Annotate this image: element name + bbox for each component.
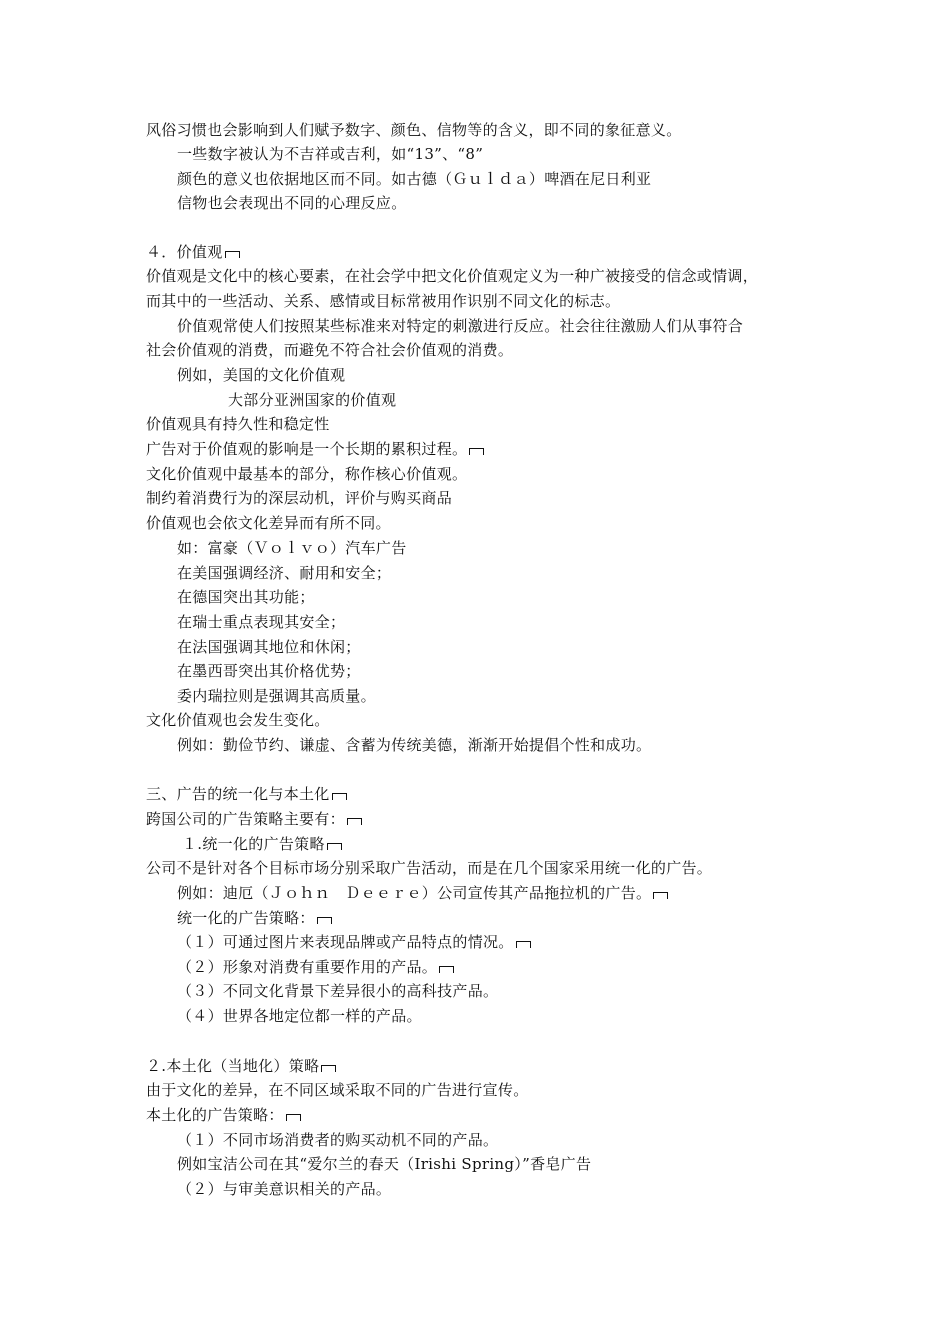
bracket-mark-icon [469, 448, 484, 455]
section-heading: 三、广告的统一化与本土化 [146, 784, 347, 804]
list-item: （２）与审美意识相关的产品。 [177, 1180, 392, 1198]
text-line: 制约着消费行为的深层动机，评价与购买商品 [146, 489, 453, 507]
bracket-mark-icon [317, 917, 332, 924]
text-line: 文化价值观也会发生变化。 [146, 711, 330, 729]
text-line: 本土化的广告策略： [146, 1105, 301, 1125]
list-item: （３）不同文化背景下差异很小的高科技产品。 [177, 982, 499, 1000]
text-line: 在瑞士重点表现其安全； [177, 613, 346, 631]
list-item: （４）世界各地定位都一样的产品。 [177, 1007, 422, 1025]
text-line: 价值观也会依文化差异而有所不同。 [146, 514, 391, 532]
bracket-mark-icon [332, 793, 347, 800]
list-item: （１）可通过图片来表现品牌或产品特点的情况。 [177, 932, 531, 952]
subsection-heading: ２.本土化（当地化）策略 [146, 1056, 336, 1076]
text-line: 在美国强调经济、耐用和安全； [177, 564, 392, 582]
text-line: 如：富豪（Ｖｏｌｖｏ）汽车广告 [177, 539, 407, 557]
text-line: 价值观常使人们按照某些标准来对特定的刺激进行反应。社会往往激励人们从事符合 [177, 317, 744, 335]
text-line: 广告对于价值观的影响是一个长期的累积过程。 [146, 439, 484, 459]
text-line: 风俗习惯也会影响到人们赋予数字、颜色、信物等的含义，即不同的象征意义。 [146, 121, 682, 139]
text-line: 一些数字被认为不吉祥或吉利，如“13”、“8” [177, 145, 484, 163]
bracket-mark-icon [439, 966, 454, 973]
text-line: 文化价值观中最基本的部分，称作核心价值观。 [146, 465, 468, 483]
bracket-mark-icon [321, 1065, 336, 1072]
text-line: 委内瑞拉则是强调其高质量。 [177, 687, 376, 705]
text-line: 在德国突出其功能； [177, 588, 315, 606]
text-line: 统一化的广告策略： [177, 908, 332, 928]
text-line: 例如宝洁公司在其“爱尔兰的春天（Irishi Spring）”香皂广告 [177, 1155, 592, 1173]
bracket-mark-icon [516, 941, 531, 948]
text-line: 由于文化的差异，在不同区域采取不同的广告进行宣传。 [146, 1081, 529, 1099]
text-line: 而其中的一些活动、关系、感情或目标常被用作识别不同文化的标志。 [146, 292, 621, 310]
text-line: 公司不是针对各个目标市场分别采取广告活动，而是在几个国家采用统一化的广告。 [146, 859, 713, 877]
bracket-mark-icon [653, 892, 668, 899]
subsection-heading: １.统一化的广告策略 [182, 834, 342, 854]
bracket-mark-icon [286, 1114, 301, 1121]
text-line: 颜色的意义也依据地区而不同。如古德（Ｇｕｌｄａ）啤酒在尼日利亚 [177, 170, 652, 188]
bracket-mark-icon [347, 818, 362, 825]
text-line: 价值观具有持久性和稳定性 [146, 415, 330, 433]
text-line: 在墨西哥突出其价格优势； [177, 662, 361, 680]
text-line: 大部分亚洲国家的价值观 [228, 391, 397, 409]
bracket-mark-icon [225, 251, 240, 258]
text-line: 跨国公司的广告策略主要有： [146, 809, 362, 829]
bracket-mark-icon [327, 843, 342, 850]
text-line: 信物也会表现出不同的心理反应。 [177, 194, 407, 212]
text-line: 价值观是文化中的核心要素，在社会学中把文化价值观定义为一种广被接受的信念或情调， [146, 267, 759, 285]
text-line: 社会价值观的消费，而避免不符合社会价值观的消费。 [146, 341, 514, 359]
text-line: 在法国强调其地位和休闲； [177, 638, 361, 656]
section-heading: ４．价值观 [146, 242, 240, 262]
text-line: 例如：勤俭节约、谦虚、含蓄为传统美德，渐渐开始提倡个性和成功。 [177, 736, 652, 754]
text-line: 例如，美国的文化价值观 [177, 366, 346, 384]
list-item: （２）形象对消费有重要作用的产品。 [177, 957, 454, 977]
list-item: （１）不同市场消费者的购买动机不同的产品。 [177, 1131, 499, 1149]
text-line: 例如：迪厄（Ｊｏｈｎ Ｄｅｅｒｅ）公司宣传其产品拖拉机的广告。 [177, 883, 668, 903]
